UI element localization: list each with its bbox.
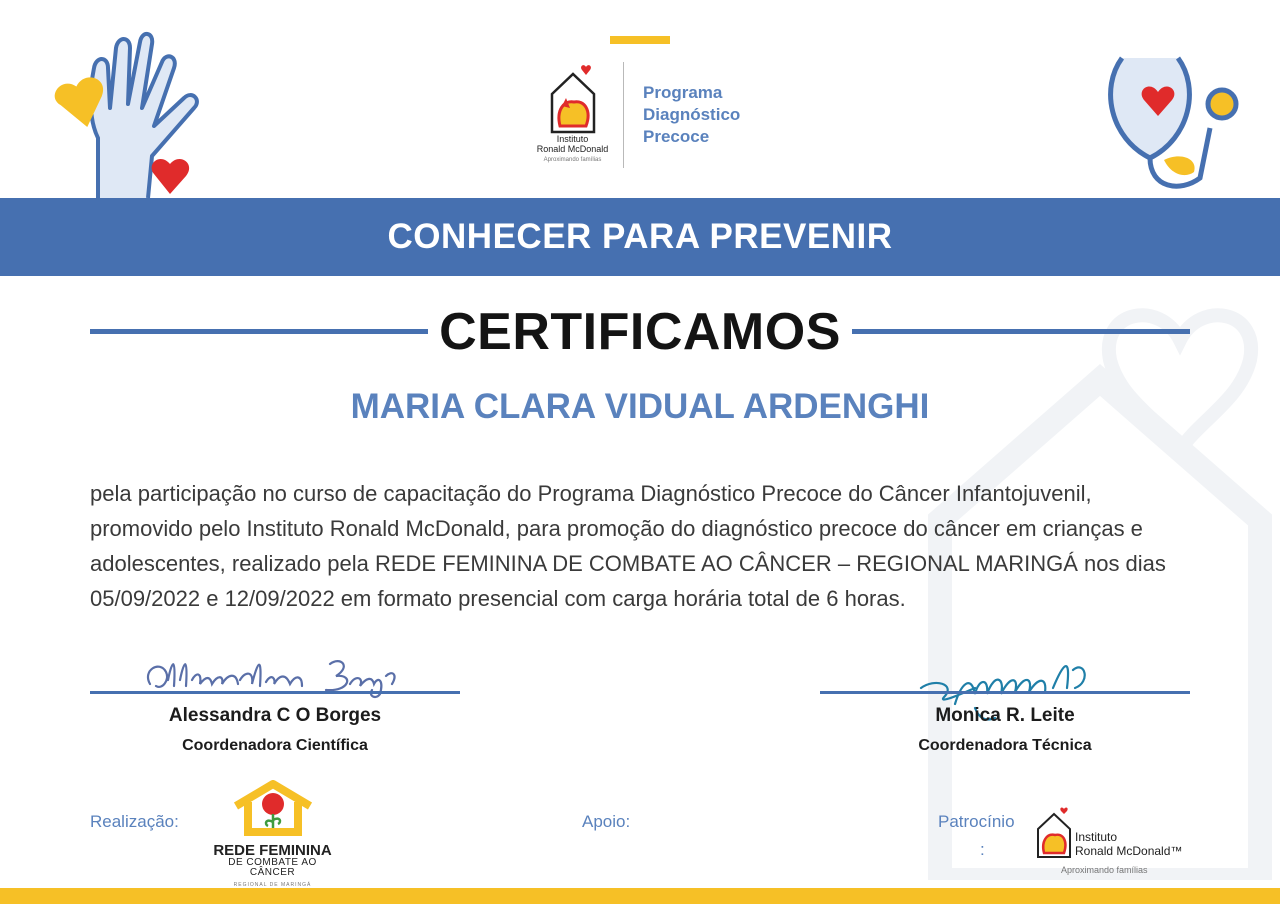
rede-line2: DE COMBATE AO CÂNCER (228, 857, 317, 878)
ronald-mcdonald-logo (525, 62, 620, 172)
signer-name-left: Alessandra C O Borges (168, 705, 382, 726)
hand-hearts-icon (28, 28, 208, 200)
ronald-mcdonald-footer-logo (1035, 805, 1205, 877)
stethoscope-icon (1100, 48, 1250, 198)
rede-line3: REGIONAL DE MARINGÁ (233, 882, 312, 888)
rose-house-icon (230, 780, 316, 836)
ronald-footer-tagline: Aproximando famílias (1061, 865, 1148, 875)
logo-divider (623, 62, 624, 168)
apoio-label: Apoio: (582, 812, 631, 831)
ronald-footer-line2: Ronald McDonald™ (1075, 844, 1183, 858)
program-title-line1: Programa (643, 83, 723, 102)
rede-feminina-logo (205, 780, 340, 888)
banner: CONHECER PARA PREVENIR (0, 198, 1280, 276)
title-rule-left (90, 329, 428, 334)
recipient-name: MARIA CLARA VIDUAL ARDENGHI (350, 387, 930, 426)
ronald-footer-text (1075, 830, 1182, 858)
signature-line-right (820, 691, 1190, 694)
rede-line1: REDE FEMININA (213, 842, 332, 859)
ronald-house-icon (548, 62, 598, 134)
program-title-line2: Diagnóstico (643, 105, 741, 124)
patrocinio-label: Patrocínio (938, 812, 1015, 831)
ronald-house-small-icon (1035, 805, 1073, 859)
program-title-line3: Precoce (643, 127, 710, 146)
program-title (643, 82, 783, 148)
signer-role-right: Coordenadora Técnica (918, 737, 1092, 754)
signer-name-right: Monica R. Leite (935, 705, 1075, 726)
certificate-body: pela participação no curso de capacitação do Programa Diagnóstico Precoce do Câncer Infantojuvenil, promovido pelo Instituto Ronald McDonald, para promoção do diagnóstico precoce do câncer em crianças e adolescentes, realizado pela REDE FEMININA DE COMBATE AO CÂNCER – REGIONAL MARINGÁ nos dias 05/09/2022 e 12/09/2022 em formato presencial com carga horária total de 6 horas. (90, 481, 1166, 611)
title-rule-right (852, 329, 1190, 334)
top-accent-bar (610, 36, 670, 44)
certificate-title: CERTIFICAMOS (439, 303, 841, 361)
logo-line1: Instituto (556, 134, 589, 144)
logo-tagline: Aproximando famílias (543, 157, 602, 163)
signer-role-left: Coordenadora Científica (182, 737, 368, 754)
signature-line-left (90, 691, 460, 694)
realizacao-label: Realização: (90, 812, 179, 831)
patrocinio-colon: : (980, 840, 985, 859)
ronald-footer-line1: Instituto (1075, 830, 1118, 844)
bottom-accent-bar (0, 888, 1280, 904)
signature-left (140, 650, 410, 702)
logo-line2: Ronald McDonald (536, 144, 609, 154)
